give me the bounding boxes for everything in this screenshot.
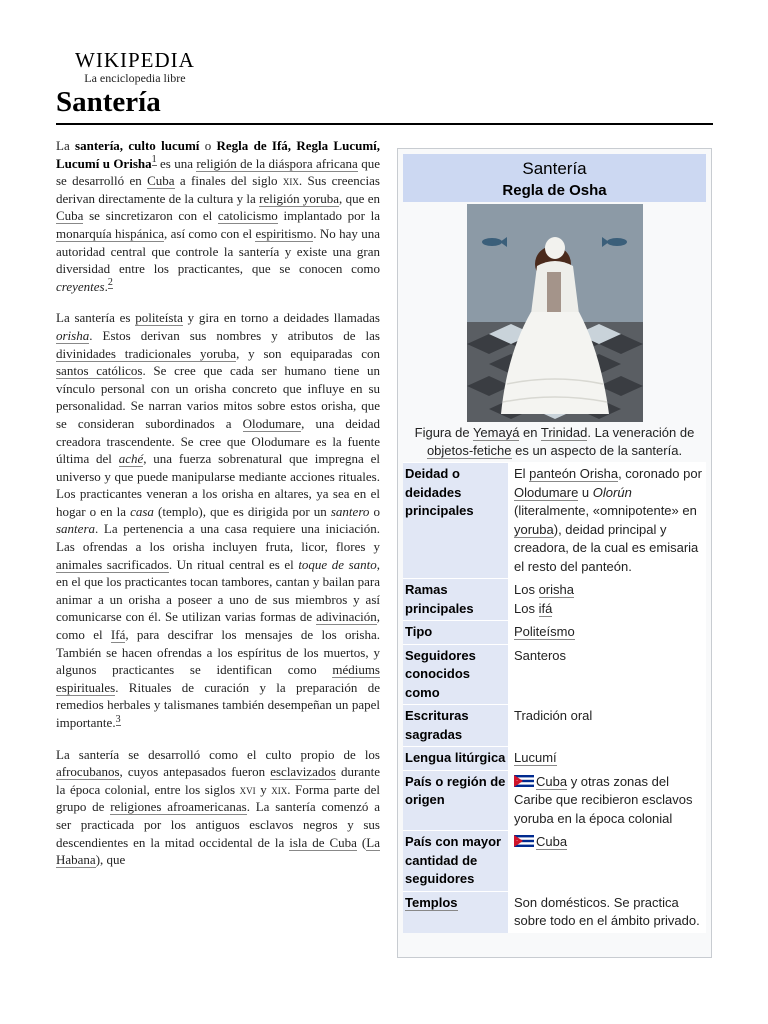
cuba-flag-icon [514,775,534,787]
infobox-value: El panteón Orisha, coronado por Olodumare u Olorún (literalmente, «omnipotente» en yoruba), deidad principal y creadora, de la cual es emisaria el resto del panteón. [508,463,706,578]
infobox [397,148,712,958]
link-orisha[interactable]: orisha [538,582,574,597]
infobox-value: Santeros [508,645,706,705]
infobox-label: Ramas principales [403,579,508,620]
infobox-row-lengua [403,746,706,770]
infobox-label: Lengua litúrgica [403,747,508,770]
infobox-row-deidad [403,462,706,578]
article-body [56,137,380,883]
paragraph-2: La santería es politeísta y gira en torno a deidades llamadas orisha. Estos derivan sus nombres y atributos de las divinidades tradicionales yoruba, y son equiparadas con santos católicos. Se cree que cada ser humano tiene un vínculo personal con un orisha concreto que influye en su personalidad. Se narran varios mitos sobre estos orisha, que se consideran subordinados a Olodumare, una deidad creadora trascendente. Se cree que Olodumare es la fuente última del aché, una fuerza sobrenatural que impregna el universo y que puede manipularse mediante acciones rituales. Los practicantes veneran a los orisha en altares, ya sea en el hogar o en la casa (templo), que es dirigida por un santero o santera. La pertenencia a una casa requiere una iniciación. Las ofrendas a los orisha incluyen fruta, licor, flores y animales sacrificados. Un ritual central es el toque de santo, en el que los practicantes tocan tambores, cantan y bailan para animar a un orisha a poseer a uno de sus miembros y así comunicarse con él. Se utilizan varias formas de adivinación, como el Ifá, para descifrar los mensajes de los orisha. También se hacen ofrendas a los espíritus de los muertos, y algunos practicantes se identifican como médiums espirituales. Rituales de curación y la preparación de remedios herbales y talismanes también desempeñan un papel importante.$^3$ [56,310,381,730]
infobox-row-tipo [403,620,706,644]
link-objetos-fetiche[interactable]: objetos-fetiche [426,443,512,458]
link-cuba[interactable]: Cuba [536,834,568,849]
century-xix: xix [282,173,299,189]
link-catolicismo[interactable]: catolicismo [217,208,278,224]
reference-3[interactable]: 3 [115,713,121,725]
infobox-value: Los orisha Los ifá [508,579,706,620]
paragraph-3: La santería se desarrolló como el culto propio de los afrocubanos, cuyos antepasados fueron esclavizados durante la época colonial, entre los siglos xvi y xix. Forma parte del grupo de religiones afroamericanas. La santería comenzó a ser practicada por los antiguos esclavos negros y sus descendientes en la mitad occidental de la isla de Cuba (La Habana), que [56,746,381,868]
infobox-label: Deidad o deidades principales [403,463,508,578]
infobox-caption: Figura de Yemayá en Trinidad. La veneración de objetos-fetiche es un aspecto de la santería. [414,425,695,458]
link-panteon-orisha[interactable]: panteón Orisha [529,466,619,481]
link-orisha[interactable]: orisha [56,327,90,343]
infobox-label: País o región de origen [403,771,508,831]
reference-1[interactable]: 1 [151,154,157,166]
italic-term: santero [330,503,370,519]
link-animales-sacrificados[interactable]: animales sacrificados [56,556,169,572]
link-adivinacion[interactable]: adivinación [316,609,377,625]
cuba-flag-icon [514,835,534,847]
link-monarquia-hispanica[interactable]: monarquía hispánica [56,225,165,241]
infobox-title: Santería [522,159,587,178]
link-la-habana[interactable]: La Habana [56,834,380,868]
infobox-row-seguidores [403,644,706,705]
link-olodumare[interactable]: Olodumare [514,484,579,500]
link-trinidad[interactable]: Trinidad [540,425,588,440]
infobox-header [403,154,706,202]
infobox-subtitle: Regla de Osha [502,182,607,199]
link-religiones-afroamericanas[interactable]: religiones afroamericanas [110,799,247,815]
infobox-label: País con mayor cantidad de seguidores [403,831,508,891]
paragraph-1: La santería, culto lucumí o Regla de Ifá, Regla Lucumí, Lucumí u Orisha$^1$ es una religión de la diáspora africana que se desarrolló en Cuba a finales del siglo xix. Sus creencias derivan directamente de la cultura y la religión yoruba, que en Cuba se sincretizaron con el catolicismo implantado por la monarquía hispánica, así como con el espiritismo. No hay una autoridad central que controle la santería y existe una gran diversidad entre los practicantes, que se conocen como creyentes.$^2$ [56,138,381,294]
page-title: Santería [56,86,161,118]
infobox-value: Cuba y otras zonas del Caribe que recibieron esclavos yoruba en la época colonial [508,771,706,831]
logo-wordmark: WIKIPEDIA [75,48,195,72]
infobox-label: Escrituras sagradas [403,705,508,746]
link-templos[interactable]: Templos [405,894,458,910]
infobox-table [403,462,706,933]
italic-term: casa [130,503,154,519]
link-ache[interactable]: aché [118,451,144,467]
infobox-row-origen [403,770,706,831]
link-esclavizados[interactable]: esclavizados [270,764,336,780]
infobox-row-ramas [403,578,706,620]
infobox-value [508,831,706,891]
infobox-value [508,747,706,770]
wikipedia-logo[interactable] [75,48,195,85]
italic-term: santera [56,521,95,537]
link-politeista[interactable]: politeísta [135,310,183,326]
link-politeismo[interactable]: Politeísmo [514,624,575,639]
link-cuba[interactable]: Cuba [147,173,175,189]
infobox-value: Son domésticos. Se practica sobre todo en el ámbito privado. [508,892,706,933]
link-santos-catolicos[interactable]: santos católicos [56,363,143,379]
link-ifa[interactable]: Ifá [110,627,126,643]
bold-term: Regla de Ifá, Regla Lucumí, Lucumí u Orisha [56,138,381,171]
link-cuba[interactable]: Cuba [536,773,568,789]
infobox-row-templos [403,891,706,933]
link-isla-de-cuba[interactable]: isla de Cuba [289,834,357,850]
title-divider [56,123,713,125]
logo-tagline: La enciclopedia libre [84,71,186,85]
infobox-label: Tipo [403,621,508,644]
link-yoruba[interactable]: yoruba [514,521,554,537]
link-divinidades-yoruba[interactable]: divinidades tradicionales yoruba [56,345,237,361]
infobox-label: Seguidores conocidos como [403,645,508,705]
infobox-row-pais-mayor [403,830,706,891]
infobox-value: Tradición oral [508,705,706,746]
infobox-row-escrituras [403,704,706,746]
infobox-value [508,621,706,644]
link-yemaya[interactable]: Yemayá [472,425,520,440]
link-religion-diaspora[interactable]: religión de la diáspora africana [196,155,358,171]
italic-term: toque de santo [298,556,377,572]
link-espiritismo[interactable]: espiritismo [255,225,314,241]
link-afrocubanos[interactable]: afrocubanos [56,764,120,780]
link-mediums-espirituales[interactable]: médiums espirituales [56,662,380,695]
reference-2[interactable]: 2 [107,277,113,289]
link-olodumare[interactable]: Olodumare [242,415,302,431]
yemaya-figure-image[interactable] [467,204,643,422]
italic-term: Olorún [592,484,632,500]
century-xvi: xvi [239,781,256,797]
link-ifa[interactable]: ifá [538,600,553,616]
century-xix: xix [271,781,288,797]
italic-term: creyentes [56,278,105,294]
infobox-label [403,892,508,933]
link-cuba[interactable]: Cuba [56,208,84,224]
link-lucumi[interactable]: Lucumí [514,750,557,765]
bold-term: santería, culto lucumí [75,138,200,153]
link-religion-yoruba[interactable]: religión yoruba [259,190,340,206]
